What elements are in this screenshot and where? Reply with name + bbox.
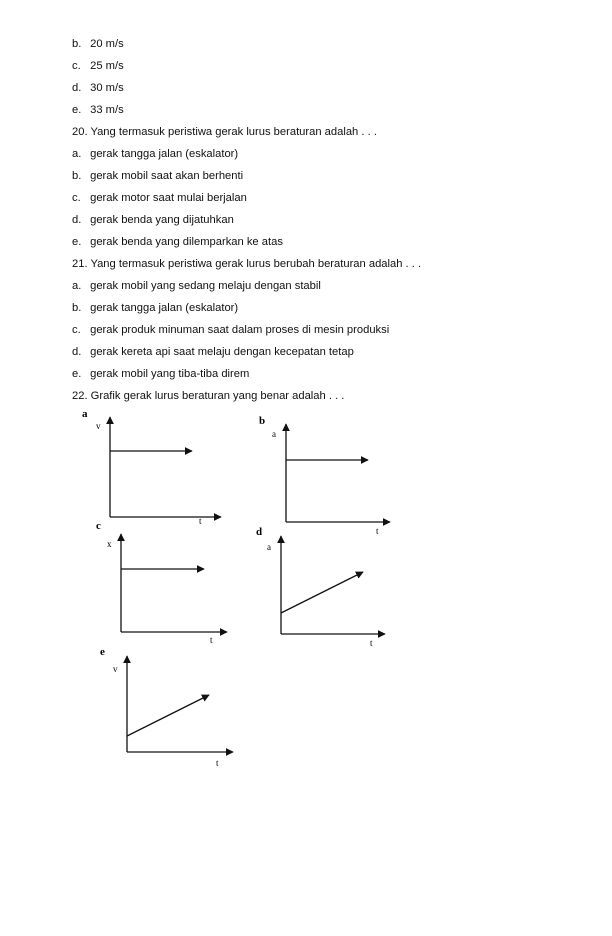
y-axis-label: v	[113, 664, 118, 674]
option-letter: b.	[72, 170, 82, 182]
option-text: gerak kereta api saat melaju dengan kecepatan tetap	[90, 346, 354, 358]
graph-line	[127, 695, 209, 736]
option-text: gerak mobil yang tiba-tiba direm	[90, 368, 250, 380]
option-text: gerak benda yang dilemparkan ke atas	[90, 236, 283, 248]
option-letter: b.	[72, 302, 82, 314]
q20-question: 20. Yang termasuk peristiwa gerak lurus beraturan adalah . . .	[72, 126, 377, 138]
option-letter: e.	[72, 236, 82, 248]
option-letter: e.	[72, 368, 82, 380]
graph-d	[256, 526, 385, 648]
graph-label: e	[100, 646, 105, 658]
q22-question: 22. Grafik gerak lurus beraturan yang benar adalah . . .	[72, 390, 345, 402]
option-text: 33 m/s	[90, 104, 124, 116]
option-letter: a.	[72, 148, 82, 160]
option-text: 25 m/s	[90, 60, 124, 72]
graph-e	[100, 646, 233, 768]
graph-b	[259, 415, 390, 536]
option-letter: d.	[72, 214, 82, 226]
x-axis-label: t	[370, 638, 373, 648]
option-text: 20 m/s	[90, 38, 124, 50]
option-letter: c.	[72, 192, 81, 204]
option-text: gerak benda yang dijatuhkan	[90, 214, 234, 226]
y-axis-label: a	[267, 542, 271, 552]
graph-line	[281, 572, 363, 613]
graph-c	[96, 520, 227, 645]
option-text: gerak motor saat mulai berjalan	[90, 192, 247, 204]
graph-label: c	[96, 520, 101, 532]
option-letter: d.	[72, 346, 82, 358]
option-letter: d.	[72, 82, 82, 94]
y-axis-label: v	[96, 421, 101, 431]
option-letter: c.	[72, 324, 81, 336]
option-letter: c.	[72, 60, 81, 72]
x-axis-label: t	[376, 526, 379, 536]
option-letter: b.	[72, 38, 82, 50]
graph-label: b	[259, 415, 266, 427]
option-letter: e.	[72, 104, 82, 116]
y-axis-label: x	[107, 539, 112, 549]
option-text: gerak mobil yang sedang melaju dengan stabil	[90, 280, 321, 292]
option-text: gerak produk minuman saat dalam proses di mesin produksi	[90, 324, 390, 336]
graph-label: d	[256, 526, 263, 538]
x-axis-label: t	[199, 516, 202, 526]
graph-a	[82, 408, 221, 526]
q21-question: 21. Yang termasuk peristiwa gerak lurus berubah beraturan adalah . . .	[72, 258, 422, 270]
y-axis-label: a	[272, 429, 276, 439]
option-letter: a.	[72, 280, 82, 292]
option-text: 30 m/s	[90, 82, 124, 94]
x-axis-label: t	[216, 758, 219, 768]
x-axis-label: t	[210, 635, 213, 645]
graph-label: a	[82, 408, 88, 420]
option-text: gerak tangga jalan (eskalator)	[90, 148, 239, 160]
option-text: gerak mobil saat akan berhenti	[90, 170, 244, 182]
option-text: gerak tangga jalan (eskalator)	[90, 302, 239, 314]
